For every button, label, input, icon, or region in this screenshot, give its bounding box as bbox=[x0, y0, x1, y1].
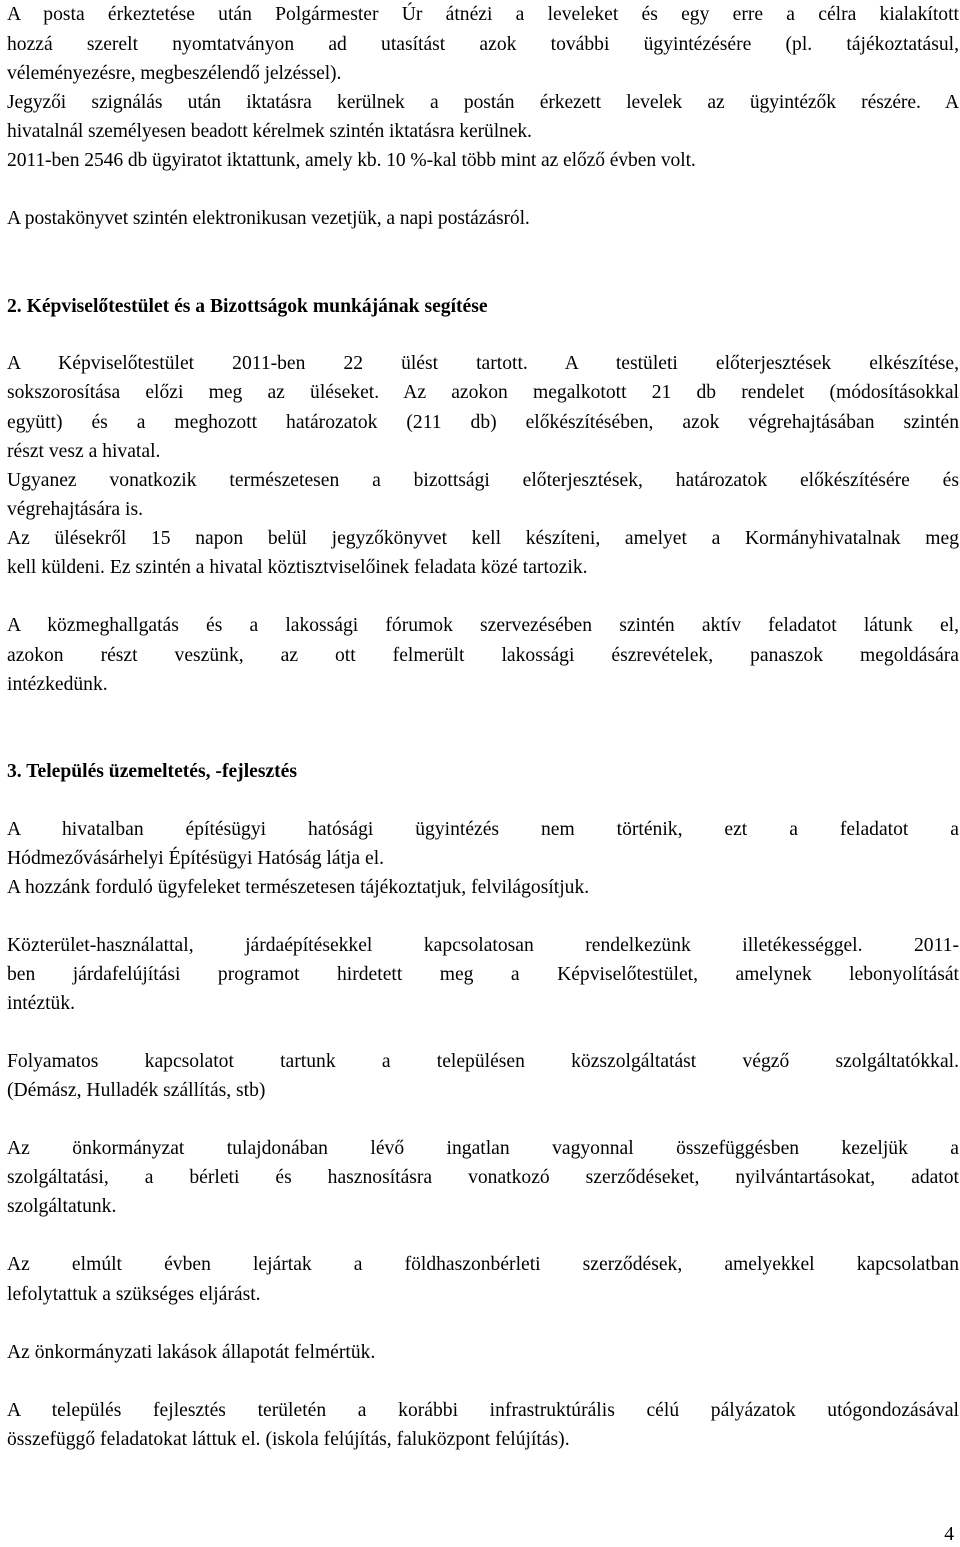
text-line: Az elmúlt évben lejártak a földhaszonbérleti szerződések, amelyekkel kapcsolatban bbox=[7, 1254, 959, 1275]
text-line: A posta érkeztetése után Polgármester Úr átnézi a leveleket és egy erre a célra kialakított bbox=[7, 4, 959, 25]
text-line: Ugyanez vonatkozik természetesen a bizottsági előterjesztések, határozatok előkészítésére és bbox=[7, 470, 959, 491]
text-line: Közterület-használattal, járdaépítésekkel kapcsolatosan rendelkezünk illetékességgel. 2011- bbox=[7, 935, 959, 956]
text-line: lefolytattuk a szükséges eljárást. bbox=[7, 1284, 261, 1305]
section-heading: 2. Képviselőtestület és a Bizottságok munkájának segítése bbox=[7, 296, 488, 317]
text-line: végrehajtására is. bbox=[7, 499, 143, 520]
text-line: A postakönyvet szintén elektronikusan vezetjük, a napi postázásról. bbox=[7, 208, 530, 229]
text-line: véleményezésre, megbeszélendő jelzéssel). bbox=[7, 63, 342, 84]
text-line: (Démász, Hulladék szállítás, stb) bbox=[7, 1080, 266, 1101]
text-line: szolgáltatunk. bbox=[7, 1196, 117, 1217]
section-heading: 3. Település üzemeltetés, -fejlesztés bbox=[7, 761, 298, 782]
text-line: Az önkormányzat tulajdonában lévő ingatlan vagyonnal összefüggésben kezeljük a bbox=[7, 1138, 959, 1159]
text-line: kell küldeni. Ez szintén a hivatal köztisztviselőinek feladata közé tartozik. bbox=[7, 557, 588, 578]
text-line: 2011-ben 2546 db ügyiratot iktattunk, amely kb. 10 %-kal több mint az előző évben volt. bbox=[7, 150, 696, 171]
text-line: A település fejlesztés területén a korábbi infrastruktúrális célú pályázatok utógondozásával bbox=[7, 1400, 959, 1421]
text-line: Jegyzői szignálás után iktatásra kerülnek a postán érkezett levelek az ügyintézők részére. A bbox=[7, 92, 959, 113]
text-line: Az önkormányzati lakások állapotát felmértük. bbox=[7, 1342, 376, 1363]
text-line: intéztük. bbox=[7, 993, 76, 1014]
text-line: összefüggő feladatokat láttuk el. (iskola felújítás, faluközpont felújítás). bbox=[7, 1429, 570, 1450]
text-line: A hivatalban építésügyi hatósági ügyintézés nem történik, ezt a feladatot a bbox=[7, 819, 959, 840]
text-line: Hódmezővásárhelyi Építésügyi Hatóság látja el. bbox=[7, 848, 385, 869]
text-line: hozzá szerelt nyomtatványon ad utasítást azok további ügyintézésére (pl. tájékoztatásul, bbox=[7, 34, 959, 55]
text-line: részt vesz a hivatal. bbox=[7, 441, 161, 462]
page-number: 4 bbox=[944, 1524, 954, 1545]
text-line: A Képviselőtestület 2011-ben 22 ülést tartott. A testületi előterjesztések elkészítése, bbox=[7, 353, 959, 374]
text-line: A hozzánk forduló ügyfeleket természetesen tájékoztatjuk, felvilágosítjuk. bbox=[7, 877, 590, 898]
text-line: Folyamatos kapcsolatot tartunk a településen közszolgáltatást végző szolgáltatókkal. bbox=[7, 1051, 959, 1072]
text-line: intézkedünk. bbox=[7, 674, 108, 695]
text-line: hivatalnál személyesen beadott kérelmek szintén iktatásra kerülnek. bbox=[7, 121, 532, 142]
text-line: A közmeghallgatás és a lakossági fórumok szervezésében szintén aktív feladatot látunk el, bbox=[7, 615, 959, 636]
text-line: Az ülésekről 15 napon belül jegyzőkönyvet kell készíteni, amelyet a Kormányhivatalnak meg bbox=[7, 528, 959, 549]
text-line: együtt) és a meghozott határozatok (211 db) előkészítésében, azok végrehajtásában szintén bbox=[7, 412, 959, 433]
text-line: szolgáltatási, a bérleti és hasznosításra vonatkozó szerződéseket, nyilvántartásokat, adatot bbox=[7, 1167, 959, 1188]
text-line: sokszorosítása előzi meg az üléseket. Az azokon megalkotott 21 db rendelet (módosításokkal bbox=[7, 382, 959, 403]
text-line: ben járdafelújítási programot hirdetett meg a Képviselőtestület, amelynek lebonyolítását bbox=[7, 964, 959, 985]
text-line: azokon részt veszünk, az ott felmerült lakossági észrevételek, panaszok megoldására bbox=[7, 645, 959, 666]
